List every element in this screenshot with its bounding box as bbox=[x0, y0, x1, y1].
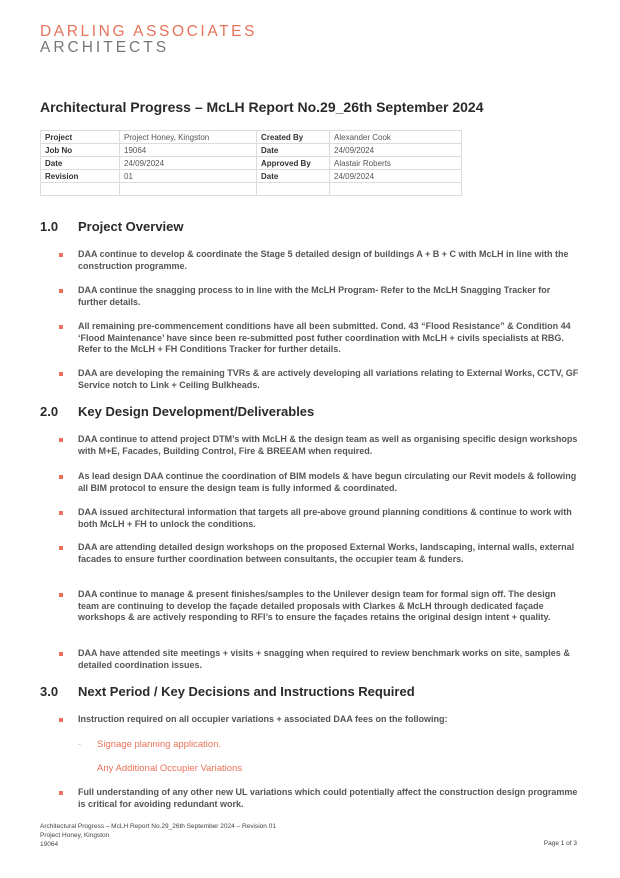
section-title: Key Design Development/Deliverables bbox=[78, 404, 315, 419]
footer-line-2: Project Honey, Kingston bbox=[40, 832, 110, 839]
bullet-item: As lead design DAA continue the coordination of BIM models & have begun circulating our Revit models & following all BIM protocol to ensure the design team is fully informed & coordinated. bbox=[59, 471, 579, 494]
bullet-item: DAA issued architectural information that targets all pre-above ground planning conditions & continue to work with both McLH + FH to unlock the conditions. bbox=[59, 507, 579, 530]
table-row bbox=[41, 183, 462, 196]
table-label-cell: Job No bbox=[41, 144, 120, 157]
table-value-cell: Alastair Roberts bbox=[330, 157, 462, 170]
table-label-cell: Approved By bbox=[257, 157, 330, 170]
project-info-table bbox=[40, 130, 462, 196]
section-title: Next Period / Key Decisions and Instructions Required bbox=[78, 684, 415, 699]
section-number: 3.0 bbox=[40, 684, 59, 699]
section-number: 2.0 bbox=[40, 404, 59, 419]
table-row bbox=[41, 144, 462, 157]
bullet-icon bbox=[59, 593, 63, 597]
table-row bbox=[41, 170, 462, 183]
footer-line-1: Architectural Progress – McLH Report No.29_26th September 2024 – Revision 01 bbox=[40, 823, 276, 830]
bullet-item: Full understanding of any other new UL variations which could potentially affect the construction design programme is critical for avoiding redundant work. bbox=[59, 787, 579, 810]
bullet-icon bbox=[59, 253, 63, 257]
table-value-cell: 19064 bbox=[120, 144, 257, 157]
table-label-cell: Created By bbox=[257, 131, 330, 144]
bullet-item: DAA have attended site meetings + visits + snagging when required to review benchmark works on site, samples & detailed coordination issues. bbox=[59, 648, 579, 671]
bullet-item: DAA continue to develop & coordinate the Stage 5 detailed design of buildings A + B + C with McLH in line with the construction programme. bbox=[59, 249, 579, 272]
bullet-icon bbox=[59, 791, 63, 795]
bullet-icon bbox=[59, 511, 63, 515]
bullet-icon bbox=[59, 475, 63, 479]
bullet-item: All remaining pre-commencement conditions have all been submitted. Cond. 43 “Flood Resistance” & Condition 44 ‘Flood Maintenance’ have since been re-submitted post futher coordination with McLH + civils specialists at RBG. Refer to the McLH + FH Conditions Tracker for further details. bbox=[59, 321, 579, 356]
bullet-icon bbox=[59, 289, 63, 293]
table-value-cell: 24/09/2024 bbox=[330, 144, 462, 157]
section-heading-3 bbox=[40, 684, 415, 699]
company-logo bbox=[40, 24, 257, 56]
bullet-icon bbox=[59, 372, 63, 376]
table-label-cell: Date bbox=[257, 144, 330, 157]
table-value-cell bbox=[330, 183, 462, 196]
bullet-icon bbox=[59, 438, 63, 442]
sub-item: Any Additional Occupier Variations bbox=[97, 763, 243, 774]
table-row bbox=[41, 157, 462, 170]
section-heading-1 bbox=[40, 219, 184, 234]
table-label-cell bbox=[257, 183, 330, 196]
table-label-cell: Date bbox=[257, 170, 330, 183]
footer-line-3: 19064 bbox=[40, 841, 59, 848]
bullet-icon bbox=[59, 652, 63, 656]
page-footer bbox=[40, 822, 276, 849]
page-title: Architectural Progress – McLH Report No.29_26th September 2024 bbox=[40, 99, 484, 115]
table-value-cell: 24/09/2024 bbox=[120, 157, 257, 170]
table-value-cell: 24/09/2024 bbox=[330, 170, 462, 183]
bullet-item: DAA are developing the remaining TVRs & are actively developing all variations relating to External Works, CCTV, GF Service notch to Link + Ceiling Bulkheads. bbox=[59, 368, 579, 391]
bullet-icon bbox=[59, 325, 63, 329]
table-label-cell: Project bbox=[41, 131, 120, 144]
table-value-cell bbox=[120, 183, 257, 196]
table-value-cell: Alexander Cook bbox=[330, 131, 462, 144]
table-label-cell bbox=[41, 183, 120, 196]
section-heading-2 bbox=[40, 404, 314, 419]
section-number: 1.0 bbox=[40, 219, 59, 234]
bullet-item: DAA continue to attend project DTM’s with McLH & the design team as well as organising specific design workshops with M+E, Facades, Building Control, Fire & BREEAM when required. bbox=[59, 434, 579, 457]
table-row bbox=[41, 131, 462, 144]
dash-icon: - bbox=[78, 739, 82, 750]
table-label-cell: Revision bbox=[41, 170, 120, 183]
table-label-cell: Date bbox=[41, 157, 120, 170]
section-title: Project Overview bbox=[78, 219, 184, 234]
bullet-icon bbox=[59, 546, 63, 550]
logo-line-2: ARCHITECTS bbox=[40, 39, 170, 56]
bullet-icon bbox=[59, 718, 63, 722]
bullet-item: DAA continue the snagging process to in line with the McLH Program- Refer to the McLH Snagging Tracker for further details. bbox=[59, 285, 579, 308]
table-value-cell: 01 bbox=[120, 170, 257, 183]
bullet-item: DAA are attending detailed design workshops on the proposed External Works, landscaping, internal walls, external facades to ensure further coordination between consultants, the occupier team & funders. bbox=[59, 542, 579, 565]
table-value-cell: Project Honey, Kingston bbox=[120, 131, 257, 144]
logo-line-1: DARLING ASSOCIATES bbox=[40, 23, 258, 40]
bullet-item: DAA continue to manage & present finishes/samples to the Unilever design team for formal sign off. The design team are continuing to develop the façade detailed proposals with Clarkes & McLH through dedicated façade workshops & are actively responding to RFI’s to ensure the façades retains the original design intent + quality. bbox=[59, 589, 579, 624]
sub-item: - Signage planning application. bbox=[78, 739, 222, 750]
bullet-item: Instruction required on all occupier variations + associated DAA fees on the following: bbox=[59, 714, 579, 726]
page-number: Page 1 of 3 bbox=[543, 840, 577, 847]
